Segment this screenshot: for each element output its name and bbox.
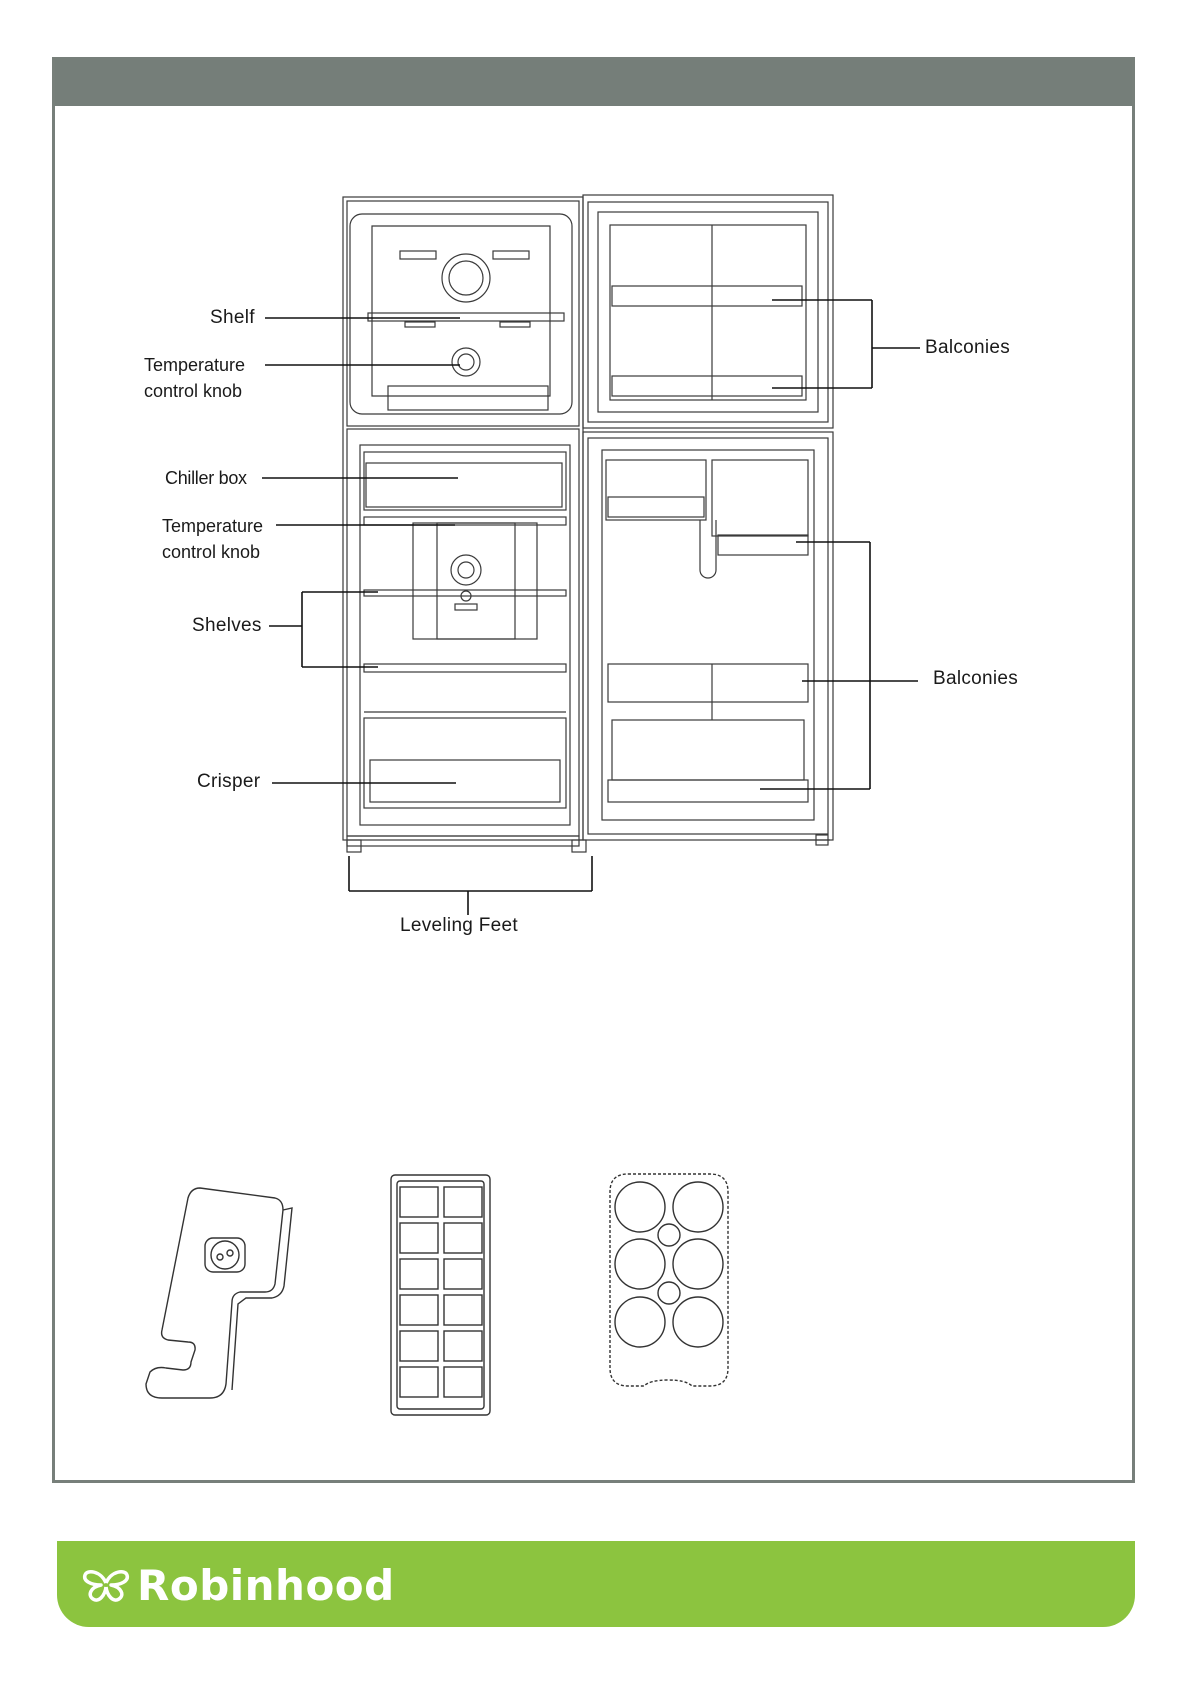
- label-temperature-knob-fridge-line2: control knob: [162, 542, 261, 562]
- label-shelf: Shelf: [210, 307, 255, 328]
- label-crisper: Crisper: [197, 771, 261, 792]
- ice-cube-tray-icon: [391, 1175, 490, 1415]
- ice-scoop-icon: [146, 1188, 292, 1398]
- butterfly-logo-icon: [81, 1567, 131, 1603]
- callout-lines: [262, 300, 920, 915]
- label-temperature-knob-freezer-line2: control knob: [144, 381, 243, 401]
- label-shelves: Shelves: [192, 615, 262, 636]
- label-balconies-upper: Balconies: [925, 337, 1011, 358]
- label-balconies-lower: Balconies: [933, 668, 1019, 689]
- label-temperature-knob-freezer-line1: Temperature: [144, 355, 246, 375]
- label-temperature-knob-fridge-line1: Temperature: [162, 516, 264, 536]
- label-leveling-feet: Leveling Feet: [400, 915, 518, 936]
- label-chiller-box: Chiller box: [165, 468, 247, 488]
- brand-name: Robinhood: [137, 1560, 395, 1610]
- refrigerator-door-right: [583, 195, 833, 845]
- brand-logo: [81, 1561, 395, 1609]
- ice-cube-cells: [400, 1187, 482, 1397]
- egg-tray-icon: [610, 1174, 728, 1386]
